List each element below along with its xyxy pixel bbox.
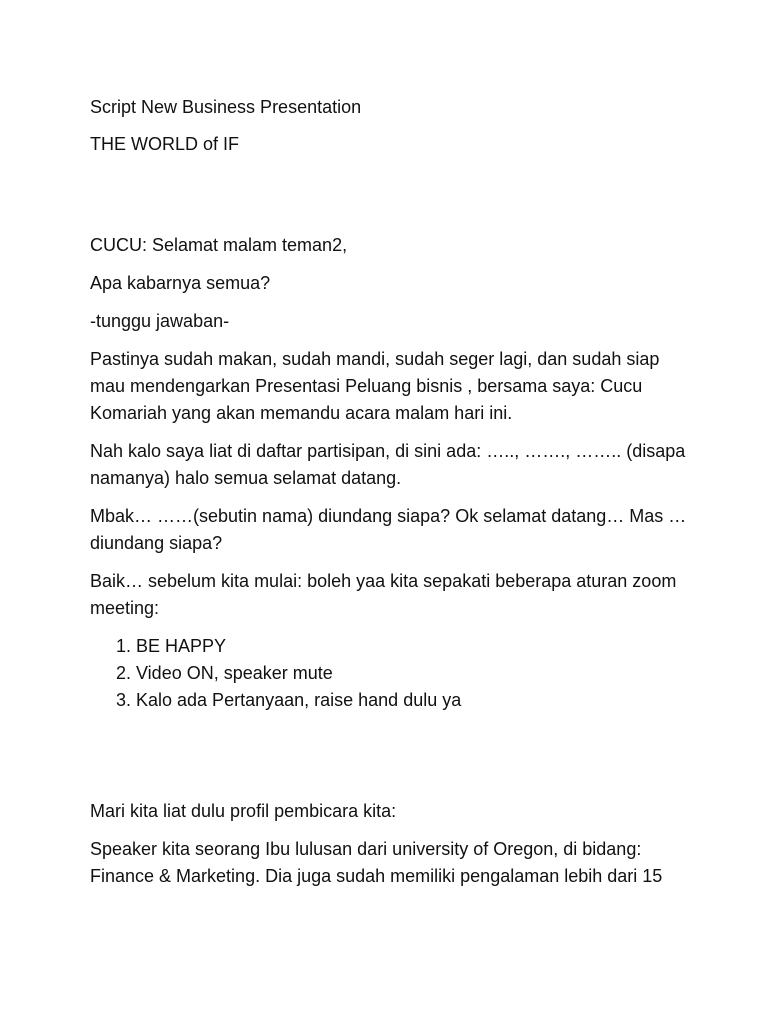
document-subtitle: THE WORLD of IF bbox=[90, 134, 240, 154]
rules-paragraph: Baik… sebelum kita mulai: boleh yaa kita sepakati beberapa aturan zoom meeting: bbox=[90, 571, 677, 618]
invite-paragraph: Mbak… ……(sebutin nama) diundang siapa? Ok selamat datang… Mas … diundang siapa? bbox=[90, 506, 687, 553]
wait-note: -tunggu jawaban- bbox=[90, 311, 230, 331]
list-item: 1. BE HAPPY bbox=[136, 633, 690, 660]
rules-list bbox=[90, 633, 690, 714]
profile-paragraph: Mari kita liat dulu profil pembicara kita: bbox=[90, 801, 397, 821]
document-title: Script New Business Presentation bbox=[90, 97, 362, 117]
spacer bbox=[90, 158, 690, 232]
question-line: Apa kabarnya semua? bbox=[90, 273, 271, 293]
intro-paragraph: Pastinya sudah makan, sudah mandi, sudah seger lagi, dan sudah siap mau mendengarkan Presentasi Peluang bisnis , bersama saya: Cucu Komariah yang akan memandu acara malam hari ini. bbox=[90, 349, 660, 423]
speaker-paragraph: Speaker kita seorang Ibu lulusan dari university of Oregon, di bidang: Finance & Marketing. Dia juga sudah memiliki pengalaman lebih dari 15 bbox=[90, 839, 663, 886]
document-body bbox=[90, 94, 690, 901]
list-item: 3. Kalo ada Pertanyaan, raise hand dulu ya bbox=[136, 687, 690, 714]
list-item: 2. Video ON, speaker mute bbox=[136, 660, 690, 687]
participants-paragraph: Nah kalo saya liat di daftar partisipan, di sini ada: ….., ……., …….. (disapa namanya) halo semua selamat datang. bbox=[90, 441, 686, 488]
greeting-line: CUCU: Selamat malam teman2, bbox=[90, 235, 348, 255]
spacer bbox=[90, 714, 690, 798]
